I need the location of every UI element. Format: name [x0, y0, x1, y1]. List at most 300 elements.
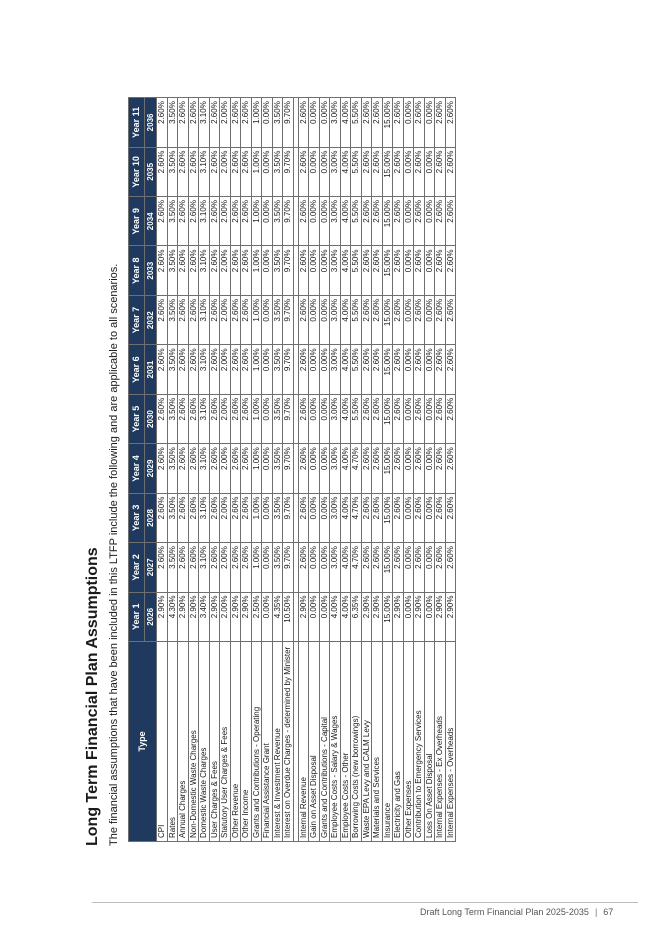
rate-cell: 1.00%	[251, 444, 262, 493]
rate-cell: 2.60%	[393, 543, 404, 592]
rate-cell: 15.00%	[382, 98, 393, 147]
rate-cell: 2.60%	[230, 444, 241, 493]
rate-cell: 2.60%	[209, 197, 220, 246]
rate-cell: 2.60%	[445, 444, 456, 493]
rate-cell: 3.50%	[272, 295, 283, 344]
rate-cell: 2.60%	[178, 543, 189, 592]
rate-cell: 15.00%	[382, 295, 393, 344]
table-row	[167, 98, 178, 842]
rate-cell: 0.00%	[319, 493, 330, 542]
rate-cell: 6.35%	[351, 592, 362, 641]
rate-cell: 3.40%	[199, 592, 210, 641]
fiscal-year-header: 2035	[145, 147, 157, 196]
row-label: User Charges & Fees	[209, 642, 220, 842]
rate-cell: 0.00%	[309, 345, 320, 394]
rate-cell: 3.50%	[272, 394, 283, 443]
rate-cell: 2.60%	[298, 147, 309, 196]
rate-cell: 2.50%	[251, 592, 262, 641]
fiscal-year-header: 2028	[145, 493, 157, 542]
rate-cell: 0.00%	[403, 345, 414, 394]
rate-cell: 4.00%	[340, 147, 351, 196]
rate-cell: 15.00%	[382, 197, 393, 246]
rate-cell: 2.90%	[372, 592, 383, 641]
rate-cell: 2.60%	[361, 246, 372, 295]
row-label: Grants and Contributions - Operating	[251, 642, 262, 842]
rate-cell: 3.10%	[199, 493, 210, 542]
rate-cell: 3.50%	[167, 246, 178, 295]
rate-cell: 4.30%	[167, 592, 178, 641]
rate-cell: 15.00%	[382, 345, 393, 394]
rate-cell: 1.00%	[251, 543, 262, 592]
table-row	[372, 98, 383, 842]
rate-cell: 2.60%	[393, 197, 404, 246]
rate-cell: 0.00%	[262, 592, 273, 641]
rate-cell: 2.00%	[220, 295, 231, 344]
rate-cell: 4.00%	[340, 98, 351, 147]
rate-cell: 2.60%	[414, 543, 425, 592]
rate-cell: 2.60%	[241, 197, 252, 246]
rate-cell: 2.60%	[209, 98, 220, 147]
row-label: Grants and Contributions - Capital	[319, 642, 330, 842]
rate-cell: 0.00%	[262, 493, 273, 542]
rate-cell: 0.00%	[262, 98, 273, 147]
rate-cell: 2.60%	[157, 345, 168, 394]
rate-cell: 2.60%	[372, 147, 383, 196]
rate-cell: 4.70%	[351, 444, 362, 493]
rate-cell: 4.70%	[351, 543, 362, 592]
rate-cell: 4.00%	[340, 345, 351, 394]
row-label: Internal Expenses - Ex Overheads	[435, 642, 446, 842]
rate-cell: 2.60%	[178, 295, 189, 344]
rate-cell: 2.60%	[188, 345, 199, 394]
rate-cell: 9.70%	[283, 394, 294, 443]
rate-cell: 4.35%	[272, 592, 283, 641]
rate-cell: 3.50%	[272, 444, 283, 493]
rate-cell: 0.00%	[424, 543, 435, 592]
rate-cell: 3.10%	[199, 345, 210, 394]
rate-cell: 3.00%	[330, 493, 341, 542]
page-footer	[420, 907, 613, 917]
rate-cell: 5.50%	[351, 147, 362, 196]
rate-cell: 3.50%	[167, 394, 178, 443]
rate-cell: 2.60%	[157, 493, 168, 542]
rate-cell: 4.00%	[340, 493, 351, 542]
row-label: Contribution to Emergency Services	[414, 642, 425, 842]
rate-cell: 9.70%	[283, 493, 294, 542]
rate-cell: 2.00%	[220, 444, 231, 493]
row-label: Annual Charges	[178, 642, 189, 842]
rate-cell: 2.00%	[220, 493, 231, 542]
rate-cell: 2.60%	[414, 345, 425, 394]
rate-cell: 9.70%	[283, 147, 294, 196]
rate-cell: 0.00%	[403, 295, 414, 344]
rate-cell: 2.60%	[361, 98, 372, 147]
rate-cell: 2.90%	[298, 592, 309, 641]
rate-cell: 3.00%	[330, 295, 341, 344]
rate-cell: 2.60%	[372, 394, 383, 443]
table-row	[361, 98, 372, 842]
table-row	[319, 98, 330, 842]
rate-cell: 2.60%	[188, 147, 199, 196]
rate-cell: 2.60%	[445, 197, 456, 246]
year-header: Year 5	[129, 394, 145, 443]
year-header: Year 8	[129, 246, 145, 295]
rate-cell: 3.50%	[167, 147, 178, 196]
year-header: Year 6	[129, 345, 145, 394]
rate-cell: 0.00%	[403, 147, 414, 196]
rate-cell: 3.10%	[199, 98, 210, 147]
rate-cell: 2.60%	[298, 345, 309, 394]
rate-cell: 2.60%	[157, 246, 168, 295]
footer-separator: |	[594, 907, 598, 917]
year-header: Year 9	[129, 197, 145, 246]
rate-cell: 0.00%	[309, 394, 320, 443]
rate-cell: 2.60%	[435, 98, 446, 147]
row-label: Insurance	[382, 642, 393, 842]
rate-cell: 2.60%	[393, 147, 404, 196]
table-row	[309, 98, 320, 842]
rate-cell: 0.00%	[403, 543, 414, 592]
rate-cell: 2.60%	[178, 444, 189, 493]
table-header	[129, 98, 157, 842]
rate-cell: 2.60%	[209, 444, 220, 493]
rate-cell: 3.10%	[199, 197, 210, 246]
table-row	[209, 98, 220, 842]
table-row	[382, 98, 393, 842]
rate-cell: 3.00%	[330, 98, 341, 147]
table-row	[340, 98, 351, 842]
table-row	[414, 98, 425, 842]
fiscal-year-header: 2034	[145, 197, 157, 246]
rate-cell: 2.60%	[209, 147, 220, 196]
rate-cell: 2.60%	[372, 295, 383, 344]
rate-cell: 0.00%	[403, 444, 414, 493]
rate-cell: 2.60%	[188, 543, 199, 592]
row-label: Interest on Overdue Charges - determined by Minister	[283, 642, 294, 842]
rate-cell: 5.50%	[351, 295, 362, 344]
table-row	[298, 98, 309, 842]
rate-cell: 0.00%	[319, 295, 330, 344]
rate-cell: 2.60%	[188, 295, 199, 344]
rate-cell: 2.60%	[393, 98, 404, 147]
rate-cell: 1.00%	[251, 493, 262, 542]
rate-cell: 2.60%	[209, 543, 220, 592]
rate-cell: 2.60%	[230, 493, 241, 542]
table-row	[272, 98, 283, 842]
rate-cell: 0.00%	[424, 444, 435, 493]
rate-cell: 2.60%	[178, 98, 189, 147]
rate-cell: 3.10%	[199, 543, 210, 592]
fiscal-year-header: 2027	[145, 543, 157, 592]
page-subtitle: The financial assumptions that have been included in this LTFP include the following and are applicable to all scenarios.	[108, 263, 120, 846]
fiscal-year-header: 2029	[145, 444, 157, 493]
rate-cell: 1.00%	[251, 197, 262, 246]
rate-cell: 3.10%	[199, 444, 210, 493]
rate-cell: 2.60%	[188, 197, 199, 246]
rate-cell: 2.60%	[230, 543, 241, 592]
fiscal-year-header: 2033	[145, 246, 157, 295]
rate-cell: 3.10%	[199, 295, 210, 344]
table-row	[230, 98, 241, 842]
rate-cell: 1.00%	[251, 147, 262, 196]
rate-cell: 2.60%	[241, 147, 252, 196]
rate-cell: 1.00%	[251, 394, 262, 443]
rate-cell: 2.60%	[241, 444, 252, 493]
rate-cell: 2.60%	[361, 295, 372, 344]
rate-cell: 3.50%	[167, 493, 178, 542]
footer-doc-title: Draft Long Term Financial Plan 2025-2035	[420, 907, 589, 917]
rate-cell: 0.00%	[309, 444, 320, 493]
rate-cell: 2.00%	[220, 394, 231, 443]
rate-cell: 2.60%	[188, 246, 199, 295]
rate-cell: 2.60%	[157, 543, 168, 592]
year-header: Year 2	[129, 543, 145, 592]
rate-cell: 2.60%	[393, 295, 404, 344]
row-label: Statutory User Charges & Fees	[220, 642, 231, 842]
rate-cell: 10.50%	[283, 592, 294, 641]
rate-cell: 0.00%	[309, 493, 320, 542]
page-number: 67	[603, 907, 614, 917]
rate-cell: 2.60%	[298, 98, 309, 147]
rate-cell: 2.60%	[435, 197, 446, 246]
rate-cell: 0.00%	[319, 98, 330, 147]
rate-cell: 3.10%	[199, 394, 210, 443]
rate-cell: 2.60%	[298, 444, 309, 493]
rate-cell: 2.60%	[393, 246, 404, 295]
rate-cell: 3.50%	[167, 295, 178, 344]
rate-cell: 2.90%	[435, 592, 446, 641]
rate-cell: 0.00%	[309, 543, 320, 592]
rate-cell: 2.60%	[178, 147, 189, 196]
rate-cell: 0.00%	[262, 543, 273, 592]
rate-cell: 2.60%	[414, 246, 425, 295]
rate-cell: 0.00%	[403, 197, 414, 246]
table-row	[178, 98, 189, 842]
rate-cell: 2.60%	[157, 394, 168, 443]
rate-cell: 2.60%	[393, 345, 404, 394]
rate-cell: 2.00%	[220, 98, 231, 147]
rate-cell: 0.00%	[403, 592, 414, 641]
rate-cell: 5.50%	[351, 197, 362, 246]
rate-cell: 2.60%	[209, 394, 220, 443]
rate-cell: 2.60%	[372, 345, 383, 394]
row-label: Gain on Asset Disposal	[309, 642, 320, 842]
rate-cell: 5.50%	[351, 98, 362, 147]
rate-cell: 1.00%	[251, 295, 262, 344]
rate-cell: 2.60%	[361, 197, 372, 246]
rate-cell: 1.00%	[251, 345, 262, 394]
rate-cell: 3.10%	[199, 246, 210, 295]
rate-cell: 2.60%	[178, 493, 189, 542]
fiscal-year-header: 2026	[145, 592, 157, 641]
rate-cell: 3.50%	[272, 246, 283, 295]
rate-cell: 2.00%	[220, 345, 231, 394]
rate-cell: 0.00%	[424, 592, 435, 641]
rate-cell: 0.00%	[424, 147, 435, 196]
rate-cell: 2.00%	[220, 246, 231, 295]
year-header: Year 11	[129, 98, 145, 147]
row-label: Employee Costs - Other	[340, 642, 351, 842]
rate-cell: 2.60%	[209, 345, 220, 394]
rate-cell: 0.00%	[319, 147, 330, 196]
year-header: Year 10	[129, 147, 145, 196]
year-header: Year 3	[129, 493, 145, 542]
row-label: Non-Domestic Waste Charges	[188, 642, 199, 842]
rate-cell: 0.00%	[424, 493, 435, 542]
rate-cell: 3.50%	[167, 98, 178, 147]
rate-cell: 15.00%	[382, 592, 393, 641]
rate-cell: 5.50%	[351, 394, 362, 443]
rate-cell: 4.00%	[340, 543, 351, 592]
rate-cell: 2.60%	[435, 444, 446, 493]
rate-cell: 2.60%	[230, 394, 241, 443]
rate-cell: 2.60%	[445, 295, 456, 344]
rate-cell: 2.90%	[188, 592, 199, 641]
rate-cell: 0.00%	[309, 147, 320, 196]
rate-cell: 0.00%	[309, 295, 320, 344]
table-row	[424, 98, 435, 842]
rate-cell: 2.60%	[361, 345, 372, 394]
rate-cell: 2.60%	[157, 98, 168, 147]
table-body	[157, 98, 456, 842]
rate-cell: 2.60%	[188, 444, 199, 493]
rate-cell: 2.60%	[157, 197, 168, 246]
rate-cell: 9.70%	[283, 345, 294, 394]
rate-cell: 2.60%	[241, 246, 252, 295]
table-row	[403, 98, 414, 842]
rate-cell: 4.00%	[340, 592, 351, 641]
rate-cell: 2.60%	[445, 345, 456, 394]
rate-cell: 9.70%	[283, 444, 294, 493]
rate-cell: 0.00%	[309, 246, 320, 295]
rate-cell: 9.70%	[283, 543, 294, 592]
rate-cell: 0.00%	[262, 295, 273, 344]
rate-cell: 2.60%	[372, 444, 383, 493]
rate-cell: 0.00%	[424, 295, 435, 344]
rate-cell: 0.00%	[319, 394, 330, 443]
rate-cell: 5.50%	[351, 246, 362, 295]
rate-cell: 2.60%	[361, 493, 372, 542]
table-row	[220, 98, 231, 842]
year-header: Year 1	[129, 592, 145, 641]
rate-cell: 2.00%	[220, 543, 231, 592]
rate-cell: 2.60%	[241, 98, 252, 147]
rate-cell: 15.00%	[382, 394, 393, 443]
rate-cell: 2.60%	[414, 444, 425, 493]
rate-cell: 2.60%	[209, 295, 220, 344]
rate-cell: 3.50%	[167, 197, 178, 246]
rate-cell: 1.00%	[251, 246, 262, 295]
table-row	[241, 98, 252, 842]
fiscal-year-header: 2036	[145, 98, 157, 147]
rate-cell: 0.00%	[403, 493, 414, 542]
row-label: Waste EPA Levy and CALM Levy	[361, 642, 372, 842]
row-label: Interest & Investment Revenue	[272, 642, 283, 842]
rate-cell: 0.00%	[319, 444, 330, 493]
rate-cell: 2.60%	[372, 197, 383, 246]
rate-cell: 2.60%	[298, 295, 309, 344]
rate-cell: 5.50%	[351, 345, 362, 394]
table-row	[330, 98, 341, 842]
rate-cell: 3.50%	[167, 444, 178, 493]
table-row	[445, 98, 456, 842]
rate-cell: 2.60%	[241, 394, 252, 443]
rate-cell: 2.60%	[445, 147, 456, 196]
rate-cell: 2.60%	[414, 394, 425, 443]
rate-cell: 15.00%	[382, 444, 393, 493]
rate-cell: 0.00%	[262, 197, 273, 246]
rate-cell: 2.60%	[393, 394, 404, 443]
rate-cell: 2.60%	[435, 246, 446, 295]
rate-cell: 0.00%	[309, 592, 320, 641]
rate-cell: 15.00%	[382, 543, 393, 592]
rate-cell: 2.90%	[230, 592, 241, 641]
table-row	[283, 98, 294, 842]
rate-cell: 9.70%	[283, 246, 294, 295]
rate-cell: 0.00%	[309, 98, 320, 147]
row-label: Materials and Services	[372, 642, 383, 842]
rate-cell: 2.60%	[372, 246, 383, 295]
rate-cell: 2.60%	[157, 295, 168, 344]
rate-cell: 2.60%	[298, 543, 309, 592]
rate-cell: 0.00%	[403, 98, 414, 147]
rate-cell: 2.60%	[209, 493, 220, 542]
rate-cell: 2.60%	[445, 246, 456, 295]
rate-cell: 4.00%	[340, 246, 351, 295]
fiscal-year-header: 2031	[145, 345, 157, 394]
rate-cell: 2.60%	[230, 295, 241, 344]
table-row	[188, 98, 199, 842]
rate-cell: 2.90%	[445, 592, 456, 641]
rate-cell: 0.00%	[319, 246, 330, 295]
rate-cell: 4.00%	[340, 197, 351, 246]
row-label: Other Income	[241, 642, 252, 842]
rate-cell: 2.60%	[414, 493, 425, 542]
rate-cell: 2.60%	[435, 543, 446, 592]
rate-cell: 3.50%	[272, 493, 283, 542]
rate-cell: 3.50%	[272, 98, 283, 147]
year-header: Year 4	[129, 444, 145, 493]
rate-cell: 2.60%	[361, 147, 372, 196]
rate-cell: 2.60%	[178, 345, 189, 394]
rate-cell: 3.00%	[330, 147, 341, 196]
rate-cell: 0.00%	[424, 246, 435, 295]
rate-cell: 9.70%	[283, 197, 294, 246]
rate-cell: 2.60%	[157, 147, 168, 196]
rate-cell: 2.60%	[361, 543, 372, 592]
rate-cell: 2.60%	[361, 444, 372, 493]
rate-cell: 2.60%	[230, 98, 241, 147]
rate-cell: 3.50%	[272, 197, 283, 246]
rate-cell: 2.60%	[435, 493, 446, 542]
rate-cell: 2.00%	[220, 197, 231, 246]
rate-cell: 2.60%	[209, 246, 220, 295]
footer-divider	[92, 902, 638, 903]
rate-cell: 2.60%	[188, 493, 199, 542]
rate-cell: 2.60%	[414, 98, 425, 147]
rate-cell: 2.60%	[372, 543, 383, 592]
rate-cell: 2.60%	[414, 147, 425, 196]
rate-cell: 3.50%	[272, 345, 283, 394]
rate-cell: 15.00%	[382, 246, 393, 295]
rate-cell: 0.00%	[319, 197, 330, 246]
rate-cell: 3.00%	[330, 345, 341, 394]
row-label: Electricity and Gas	[393, 642, 404, 842]
rate-cell: 4.70%	[351, 493, 362, 542]
assumptions-table	[128, 97, 456, 842]
rate-cell: 2.60%	[241, 493, 252, 542]
rate-cell: 3.50%	[272, 543, 283, 592]
